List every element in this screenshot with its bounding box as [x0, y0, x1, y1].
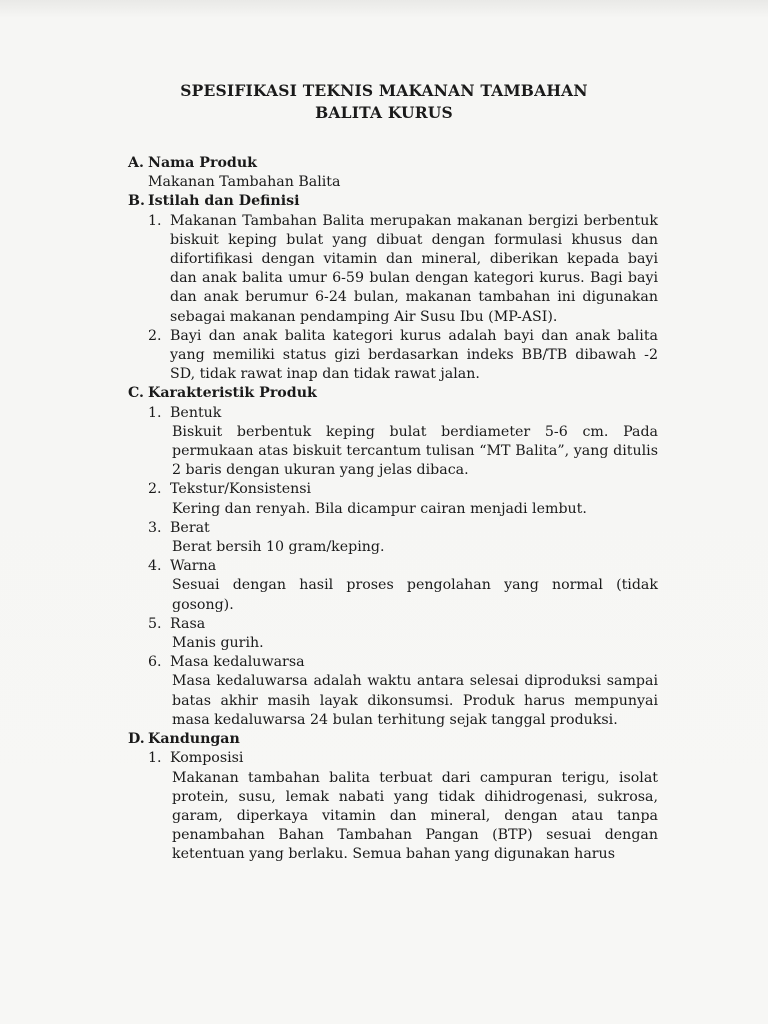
- section-d-heading: [128, 730, 658, 749]
- section-b-letter: B.: [128, 193, 145, 210]
- item-text: Sesuai dengan hasil proses pengolahan yang normal (tidak gosong).: [172, 577, 658, 613]
- item-number: 4.: [148, 558, 162, 575]
- title-line-2: BALITA KURUS: [315, 103, 453, 122]
- list-item: [128, 557, 658, 576]
- section-b-title: Istilah dan Definisi: [148, 193, 300, 210]
- document-body: [128, 154, 658, 865]
- item-number: 2.: [148, 481, 162, 498]
- item-text: Berat bersih 10 gram/keping.: [172, 539, 385, 556]
- section-b-heading: [128, 192, 658, 211]
- section-c-heading: [128, 384, 658, 403]
- section-c-title: Karakteristik Produk: [148, 385, 317, 402]
- item-number: 2.: [148, 327, 162, 344]
- section-a-heading: [128, 154, 658, 173]
- section-d-letter: D.: [128, 731, 145, 748]
- list-item: [128, 404, 658, 423]
- item-text: Masa kedaluwarsa adalah waktu antara selesai diproduksi sampai batas akhir masih layak dikonsumsi. Produk harus mempunyai masa kedaluwarsa 24 bulan terhitung sejak tanggal produksi.: [172, 673, 658, 728]
- list-item: [128, 615, 658, 634]
- item-number: 3.: [148, 519, 162, 536]
- section-a-text: Makanan Tambahan Balita: [148, 174, 341, 191]
- item-label: Warna: [170, 558, 217, 575]
- item-number: 1.: [148, 212, 162, 229]
- item-text: Bayi dan anak balita kategori kurus adalah bayi dan anak balita yang memiliki status gizi berdasarkan indeks BB/TB dibawah -2 SD, tidak rawat inap dan tidak rawat jalan.: [170, 327, 658, 383]
- item-text: Kering dan renyah. Bila dicampur cairan menjadi lembut.: [172, 500, 587, 517]
- item-label: Masa kedaluwarsa: [170, 654, 305, 671]
- title-line-1: SPESIFIKASI TEKNIS MAKANAN TAMBAHAN: [180, 81, 588, 100]
- list-item: [128, 653, 658, 672]
- item-number: 6.: [148, 654, 162, 671]
- section-a-letter: A.: [128, 155, 144, 171]
- item-text: Biskuit berbentuk keping bulat berdiameter 5-6 cm. Pada permukaan atas biskuit tercantum tulisan “MT Balita”, yang ditulis 2 baris dengan ukuran yang jelas dibaca.: [172, 423, 658, 479]
- item-text: Makanan Tambahan Balita merupakan makanan bergizi berbentuk biskuit keping bulat yang dibuat dengan formulasi khusus dan difortifikasi dengan vitamin dan mineral, diberikan kepada bayi dan anak balita umur 6-59 bulan dengan kategori kurus. Bagi bayi dan anak berumur 6-24 bulan, makanan tambahan ini digunakan sebagai makanan pendamping Air Susu Ibu (MP-ASI).: [170, 212, 658, 325]
- item-label: Tekstur/Konsistensi: [170, 481, 312, 498]
- item-label: Komposisi: [170, 750, 244, 767]
- item-label: Berat: [170, 519, 210, 536]
- list-item: [128, 749, 658, 768]
- list-item: [128, 327, 658, 385]
- item-number: 1.: [148, 404, 162, 421]
- item-number: 5.: [148, 615, 162, 632]
- document-title: [0, 80, 768, 124]
- list-item: [128, 212, 658, 327]
- item-label: Bentuk: [170, 404, 222, 421]
- list-item: [128, 519, 658, 538]
- section-c-letter: C.: [128, 385, 144, 402]
- list-item: [128, 480, 658, 499]
- item-label: Rasa: [170, 615, 206, 632]
- section-d-title: Kandungan: [148, 731, 240, 748]
- section-a-title: Nama Produk: [148, 155, 257, 171]
- item-text: Manis gurih.: [172, 635, 264, 652]
- item-text: Makanan tambahan balita terbuat dari campuran terigu, isolat protein, susu, lemak nabati yang tidak dihidrogenasi, sukrosa, garam, diperkaya vitamin dan mineral, dengan atau tanpa penambahan Bahan Tambahan Pangan (BTP) sesuai dengan ketentuan yang berlaku. Semua bahan yang digunakan harus: [172, 769, 658, 863]
- item-number: 1.: [148, 750, 162, 767]
